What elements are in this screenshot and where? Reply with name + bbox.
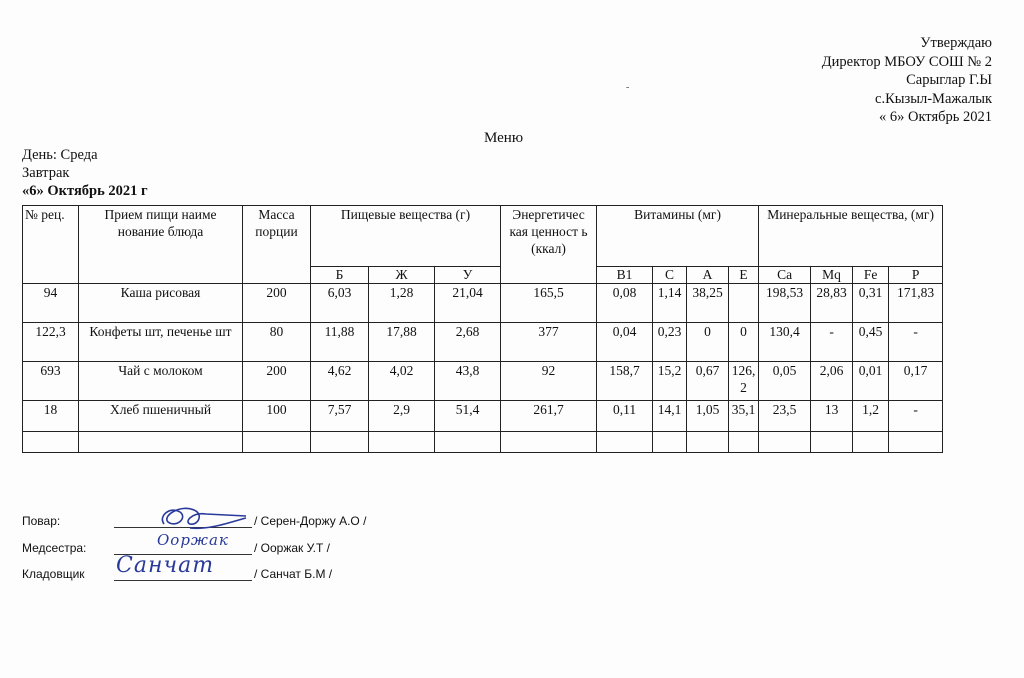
meal-type: Завтрак [22, 165, 70, 181]
header-vitamins: Витамины (мг) [597, 206, 759, 267]
cell-zh: 1,28 [369, 284, 435, 323]
cell-c: 15,2 [653, 362, 687, 401]
empty-cell [435, 432, 501, 453]
day-info [22, 146, 148, 200]
subheader-fe: Fe [853, 267, 889, 284]
menu-date: «6» Октябрь 2021 г [22, 183, 148, 199]
storekeeper-name: / Санчат Б.М / [254, 567, 333, 581]
cell-b: 6,03 [311, 284, 369, 323]
cell-u: 2,68 [435, 323, 501, 362]
cell-energy: 165,5 [501, 284, 597, 323]
cell-zh: 4,02 [369, 362, 435, 401]
empty-cell [369, 432, 435, 453]
cell-a: 0 [687, 323, 729, 362]
empty-cell [811, 432, 853, 453]
empty-cell [243, 432, 311, 453]
cell-a: 1,05 [687, 401, 729, 432]
empty-table-row [23, 432, 943, 453]
cell-zh: 17,88 [369, 323, 435, 362]
cell-c: 1,14 [653, 284, 687, 323]
approval-line: Сарыглар Г.Ы [906, 72, 992, 88]
cell-c: 0,23 [653, 323, 687, 362]
subheader-u: У [435, 267, 501, 284]
cell-b: 11,88 [311, 323, 369, 362]
approval-line: Утверждаю [920, 35, 992, 51]
table-row [23, 323, 943, 362]
cell-zh: 2,9 [369, 401, 435, 432]
menu-table [22, 205, 943, 453]
cell-mass: 100 [243, 401, 311, 432]
subheader-ca: Са [759, 267, 811, 284]
cell-recipe: 18 [23, 401, 79, 432]
cell-p: - [889, 401, 943, 432]
approval-block [822, 34, 992, 127]
cell-dish: Хлеб пшеничный [79, 401, 243, 432]
cell-energy: 92 [501, 362, 597, 401]
cell-a: 38,25 [687, 284, 729, 323]
table-row [23, 362, 943, 401]
cell-b1: 0,04 [597, 323, 653, 362]
cell-dish: Конфеты шт, печенье шт [79, 323, 243, 362]
empty-cell [653, 432, 687, 453]
header-nutrients: Пищевые вещества (г) [311, 206, 501, 267]
cell-recipe: 693 [23, 362, 79, 401]
cell-e [729, 284, 759, 323]
empty-cell [501, 432, 597, 453]
cell-c: 14,1 [653, 401, 687, 432]
cell-ca: 198,53 [759, 284, 811, 323]
cell-e: 126, 2 [729, 362, 759, 401]
cell-dish: Чай с молоком [79, 362, 243, 401]
cell-dish: Каша рисовая [79, 284, 243, 323]
cell-b1: 0,11 [597, 401, 653, 432]
cell-b: 7,57 [311, 401, 369, 432]
cell-mass: 80 [243, 323, 311, 362]
cell-u: 51,4 [435, 401, 501, 432]
empty-cell [729, 432, 759, 453]
subheader-e: Е [729, 267, 759, 284]
subheader-b: Б [311, 267, 369, 284]
signature-underline [114, 580, 252, 581]
approval-line: с.Кызыл-Мажалык [875, 90, 992, 107]
header-energy: Энергетичес кая ценност ь (ккал) [501, 206, 597, 284]
cell-u: 21,04 [435, 284, 501, 323]
cell-b1: 158,7 [597, 362, 653, 401]
cell-u: 43,8 [435, 362, 501, 401]
cell-ca: 0,05 [759, 362, 811, 401]
empty-cell [853, 432, 889, 453]
approval-line: Директор МБОУ СОШ № 2 [821, 53, 992, 70]
stray-mark: - [626, 82, 630, 93]
nurse-handwriting: Ооржак [157, 531, 229, 549]
header-dish: Прием пищи наиме нование блюда [79, 206, 243, 284]
cell-p: - [889, 323, 943, 362]
cell-ca: 23,5 [759, 401, 811, 432]
subheader-mg: Мq [811, 267, 853, 284]
cell-a: 0,67 [687, 362, 729, 401]
table-row [23, 401, 943, 432]
cell-fe: 0,01 [853, 362, 889, 401]
cell-mg: - [811, 323, 853, 362]
nurse-name: / Ооржак У.Т / [254, 541, 330, 555]
subheader-a: А [687, 267, 729, 284]
cook-label: Повар: [22, 514, 61, 528]
cell-b: 4,62 [311, 362, 369, 401]
cell-mass: 200 [243, 362, 311, 401]
nurse-label: Медсестра: [22, 541, 87, 555]
cell-fe: 1,2 [853, 401, 889, 432]
header-mass: Масса порции [243, 206, 311, 284]
cell-mg: 2,06 [811, 362, 853, 401]
subheader-b1: В1 [597, 267, 653, 284]
subheader-p: Р [889, 267, 943, 284]
cell-e: 35,1 [729, 401, 759, 432]
empty-cell [687, 432, 729, 453]
table-header-row [23, 206, 943, 267]
header-minerals: Минеральные вещества, (мг) [759, 206, 943, 267]
cook-signature-icon [150, 502, 250, 534]
cell-energy: 261,7 [501, 401, 597, 432]
cell-mg: 28,83 [811, 284, 853, 323]
empty-cell [311, 432, 369, 453]
cell-b1: 0,08 [597, 284, 653, 323]
header-recipe: № рец. [23, 206, 79, 284]
cell-e: 0 [729, 323, 759, 362]
cell-recipe: 122,3 [23, 323, 79, 362]
cell-ca: 130,4 [759, 323, 811, 362]
storekeeper-handwriting: Санчат [116, 553, 215, 578]
storekeeper-label: Кладовщик [22, 567, 85, 581]
empty-cell [79, 432, 243, 453]
empty-cell [889, 432, 943, 453]
weekday: День: Среда [22, 147, 98, 163]
cell-recipe: 94 [23, 284, 79, 323]
cell-fe: 0,31 [853, 284, 889, 323]
approval-line: « 6» Октябрь 2021 [878, 109, 992, 125]
empty-cell [759, 432, 811, 453]
subheader-c: С [653, 267, 687, 284]
empty-cell [23, 432, 79, 453]
empty-cell [597, 432, 653, 453]
page-title: Меню [484, 130, 524, 146]
cell-p: 0,17 [889, 362, 943, 401]
cell-mg: 13 [811, 401, 853, 432]
cell-fe: 0,45 [853, 323, 889, 362]
cook-name: / Серен-Доржу А.О / [254, 514, 367, 528]
cell-mass: 200 [243, 284, 311, 323]
cell-p: 171,83 [889, 284, 943, 323]
cell-energy: 377 [501, 323, 597, 362]
subheader-zh: Ж [369, 267, 435, 284]
table-row [23, 284, 943, 323]
